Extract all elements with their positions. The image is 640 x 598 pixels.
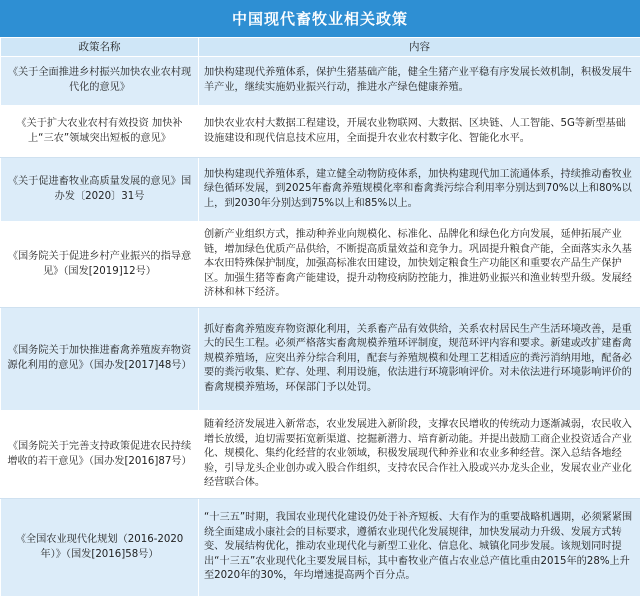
- policy-name-cell: 《关于扩大农业农村有效投资 加快补上“三农”领域突出短板的意见》: [1, 106, 199, 158]
- policy-name-cell: 《国务院关于加快推进畜禽养殖废弃物资源化利用的意见》（国办发[2017]48号）: [1, 308, 199, 411]
- header-content: 内容: [199, 38, 640, 57]
- page-title: 中国现代畜牧业相关政策: [0, 0, 640, 37]
- policy-content-cell: 随着经济发展进入新常态，农业发展进入新阶段，支撑农民增收的传统动力逐渐减弱，农民收入增长放缓，迫切需要拓宽新渠道、挖掘新潜力、培育新动能。并提出鼓励工商企业投资适合产业化、规模化、集约化经营的农业领域，积极发展现代种养业和农业多种经营。深入总结各地经验，引导龙头企业创办或入股合作组织，支持农民合作社入股或兴办龙头企业，发展农业产业化经营联合体。: [199, 411, 640, 499]
- policy-table: [0, 37, 640, 597]
- table-row: [1, 222, 640, 308]
- table-row: [1, 106, 640, 158]
- table-header-row: [1, 38, 640, 57]
- policy-name-cell: 《关于全面推进乡村振兴加快农业农村现代化的意见》: [1, 57, 199, 106]
- policy-name-cell: 《国务院关于完善支持政策促进农民持续增收的若干意见》（国办发[2016]87号）: [1, 411, 199, 499]
- policy-content-cell: 加快农业农村大数据工程建设，开展农业物联网、大数据、区块链、人工智能、5G等新型基础设施建设和现代信息技术应用，全面提升农业农村数字化、智能化水平。: [199, 106, 640, 158]
- policy-content-cell: 抓好畜禽养殖废弃物资源化利用，关系畜产品有效供给，关系农村居民生产生活环境改善，是重大的民生工程。必须严格落实畜禽规模养殖环评制度，规范环评内容和要求。新建或改扩建畜禽规模养殖场，应突出养分综合利用，配套与养殖规模和处理工艺相适应的粪污消纳用地，配备必要的粪污收集、贮存、处理、利用设施，依法进行环境影响评价。对未依法进行环境影响评价的畜禽规模养殖场，环保部门予以处罚。: [199, 308, 640, 411]
- table-row: [1, 57, 640, 106]
- policy-name-cell: 《关于促进畜牧业高质量发展的意见》国办发〔2020〕31号: [1, 158, 199, 222]
- table-row: [1, 158, 640, 222]
- policy-content-cell: “十三五”时期，我国农业现代化建设仍处于补齐短板、大有作为的重要战略机遇期，必须紧紧围绕全面建成小康社会的目标要求，遵循农业现代化发展规律，加快发展动力升级、发展方式转变、发展结构优化，推动农业现代化与新型工业化、信息化、城镇化同步发展。该规划同时提出“十三五”农业现代化主要发展目标，其中畜牧业产值占农业总产值比重由2015年的28%上升至2020年的30%，年均增速提高两个百分点。: [199, 499, 640, 597]
- policy-content-cell: 创新产业组织方式，推动种养业向规模化、标准化、品牌化和绿色化方向发展，延伸拓展产业链，增加绿色优质产品供给，不断提高质量效益和竞争力。巩固提升粮食产能，全面落实永久基本农田特殊保护制度，加强高标准农田建设，加快划定粮食生产功能区和重要农产品生产保护区。加强生猪等畜禽产能建设，提升动物疫病防控能力，推进奶业振兴和渔业转型升级。发展经济林和林下经济。: [199, 222, 640, 308]
- policy-name-cell: 《全国农业现代化规划（2016-2020年）》（国发[2016]58号）: [1, 499, 199, 597]
- policy-content-cell: 加快构建现代养殖体系，保护生猪基础产能，健全生猪产业平稳有序发展长效机制，积极发展牛羊产业，继续实施奶业振兴行动，推进水产绿色健康养殖。: [199, 57, 640, 106]
- header-policy-name: 政策名称: [1, 38, 199, 57]
- policy-name-cell: 《国务院关于促进乡村产业振兴的指导意见》（国发[2019]12号）: [1, 222, 199, 308]
- table-row: [1, 411, 640, 499]
- policy-content-cell: 加快构建现代养殖体系，建立健全动物防疫体系，加快构建现代加工流通体系，持续推动畜牧业绿色循环发展，到2025年畜禽养殖规模化率和畜禽粪污综合利用率分别达到70%以上和80%以上，到2030年分别达到75%以上和85%以上。: [199, 158, 640, 222]
- table-row: [1, 308, 640, 411]
- table-row: [1, 499, 640, 597]
